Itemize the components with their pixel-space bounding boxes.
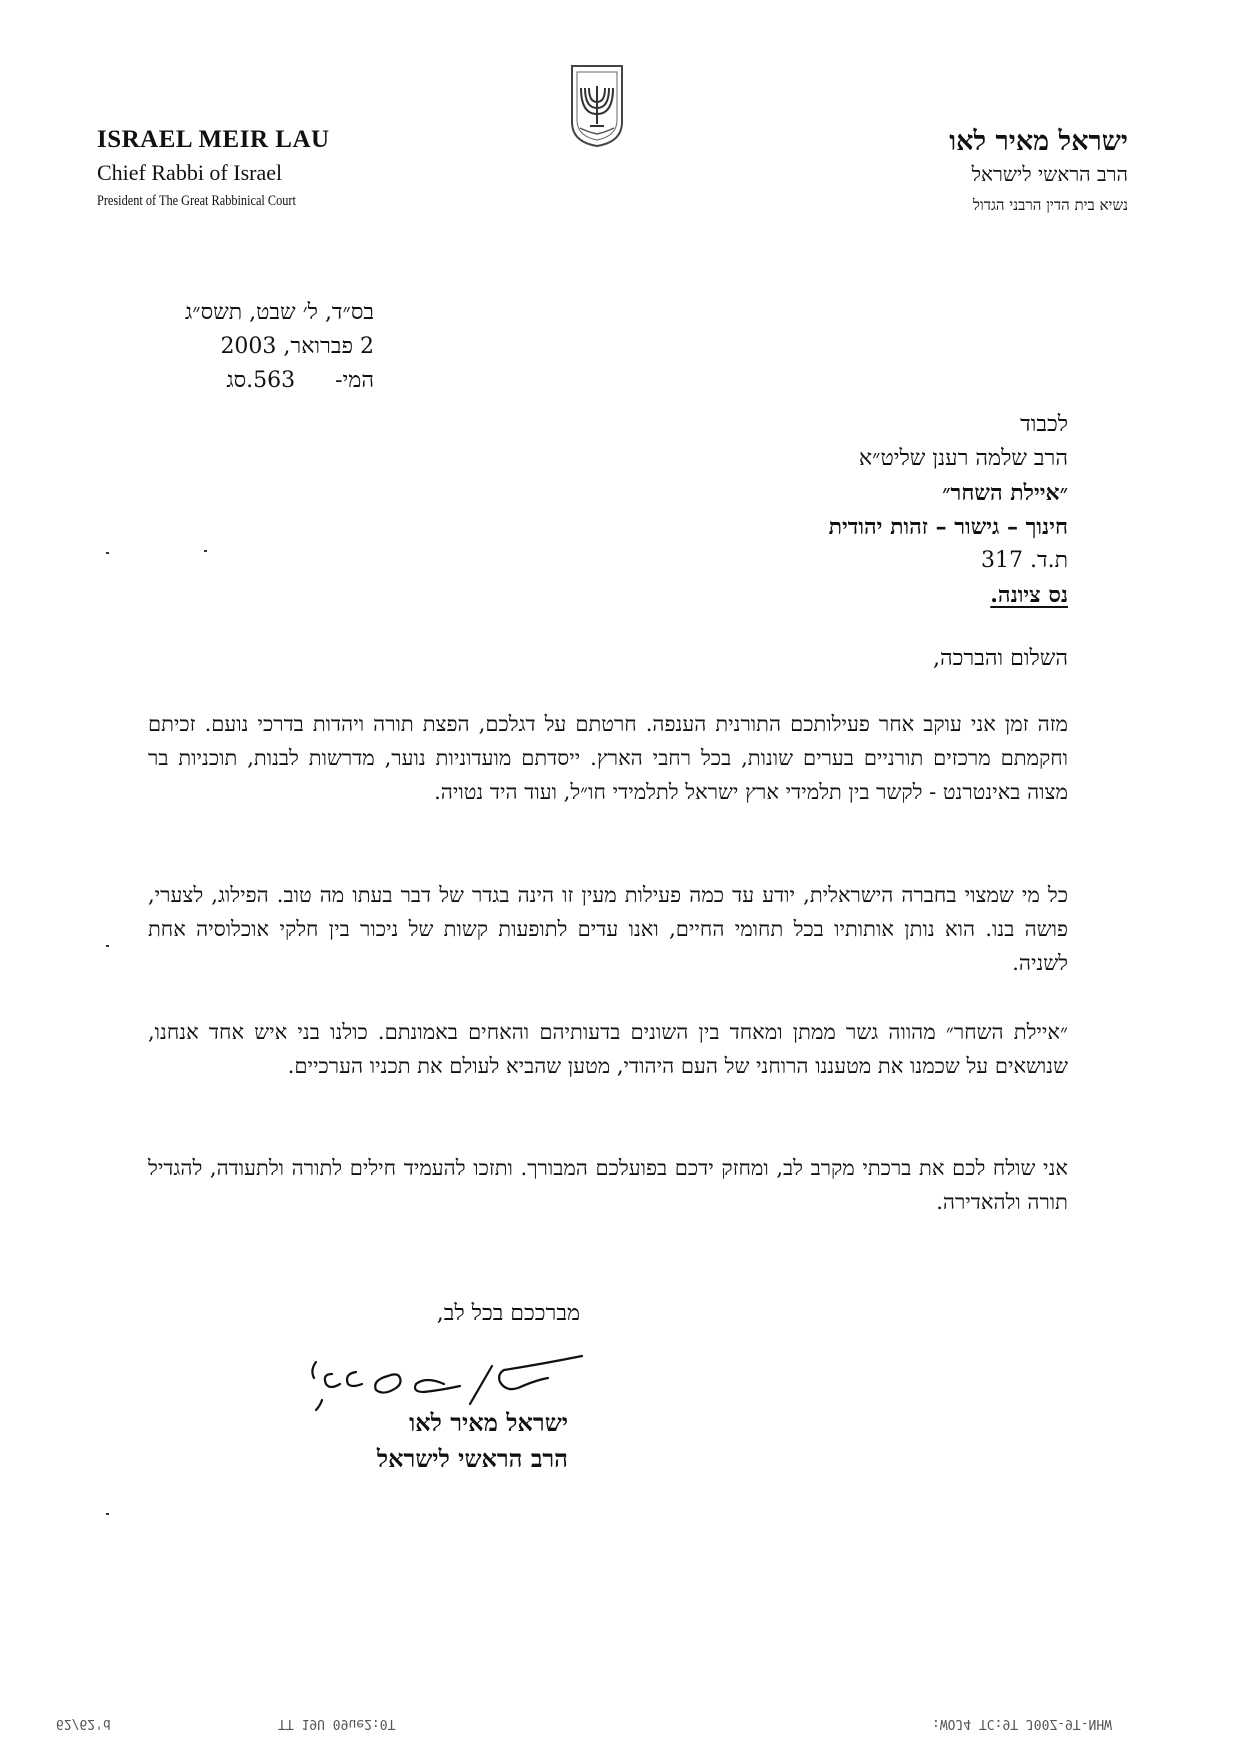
body-paragraph: כל מי שמצוי בחברה הישראלית, יודע עד כמה פעילות מעין זו הינה בגדר של דבר בעתו מה טוב. הפילוג, לצערי, פושה בנו. הוא נותן אותותיו בכל תחומי החיים, ואנו עדים לתופעות קשות של ניכור בין חלקי אוכלוסיה אחת לשניה. (148, 883, 1068, 975)
closing-sign-off: מברככם בכל לב, (436, 1301, 580, 1326)
fax-footer-timestamp: :WOJ4 TC:9T J00Z-9T-NHW (932, 1716, 1113, 1731)
gregorian-date: 2 פברואר, 2003 (220, 334, 374, 359)
addressee-honorific: לכבוד (1020, 412, 1068, 437)
addressee-city: נס ציונה. (990, 582, 1068, 608)
signer-title: הרב הראשי לישראל (376, 1444, 568, 1473)
addressee-po-box: ת.ד. 317 (981, 548, 1068, 573)
addressee-organization: ״איילת השחר״ (942, 480, 1068, 506)
letterhead-english-title: Chief Rabbi of Israel (97, 160, 283, 185)
addressee-name: הרב שלמה רענן שליט״א (858, 446, 1068, 471)
fax-footer-page: 62/62'd (56, 1716, 111, 1731)
scan-speck (106, 552, 109, 554)
date-block (185, 296, 374, 398)
scan-speck (106, 1513, 109, 1515)
fax-footer-number: TT 19U 09ue2:0T (278, 1716, 396, 1731)
addressee-block (829, 408, 1068, 612)
letterhead-english-name: ISRAEL MEIR LAU (97, 126, 330, 153)
letterhead-hebrew-title: הרב הראשי לישראל (971, 162, 1128, 186)
reference-number: 563.סג (226, 368, 296, 393)
body-paragraph: ״איילת השחר״ מהווה גשר ממתן ומאחד בין השונים בדעותיהם והאחים באמונתם. כולנו בני איש אחד אנחנו, שנושאים על שכמנו את מטעננו הרוחני של העם היהודי, מטען שהביא לעולם את תכניו הערכיים. (148, 1020, 1068, 1078)
body-paragraph: אני שולח לכם את ברכתי מקרב לב, ומחזק ידכם בפועלכם המבורך. ותזכו להעמיד חילים לתורה ולתעודה, להגדיל תורה ולהאדירה. (148, 1156, 1068, 1214)
reference-line (185, 364, 374, 398)
letterhead-hebrew-name: ישראל מאיר לאו (949, 126, 1128, 157)
signer-name: ישראל מאיר לאו (409, 1408, 568, 1437)
letterhead-hebrew-subtitle: נשיא בית הדין הרבני הגדול (972, 196, 1128, 214)
greeting: השלום והברכה, (933, 646, 1068, 671)
addressee-motto: חינוך – גישור – זהות יהודית (828, 514, 1068, 540)
letterhead-english-subtitle: President of The Great Rabbinical Court (97, 193, 296, 209)
scan-speck (106, 945, 109, 947)
reference-label: המי- (335, 368, 374, 393)
state-emblem-menorah-icon (568, 62, 626, 148)
scan-speck (204, 550, 207, 552)
body-paragraph: מזה זמן אני עוקב אחר פעילותכם התורנית הענפה. חרטתם על דגלכם, הפצת תורה ויהדות בדרכי נועם. זכיתם וחקמתם מרכזים תורניים בערים שונות, בכל רחבי הארץ. ייסדתם מועדוניות נוער, מדרשות לבנות, תוכניות בר מצוה באינטרנט - לקשר בין תלמידי ארץ ישראל לתלמידי חו״ל, ועוד היד נטויה. (148, 712, 1068, 804)
hebrew-date: בס״ד, ל׳ שבט, תשס״ג (185, 300, 374, 325)
